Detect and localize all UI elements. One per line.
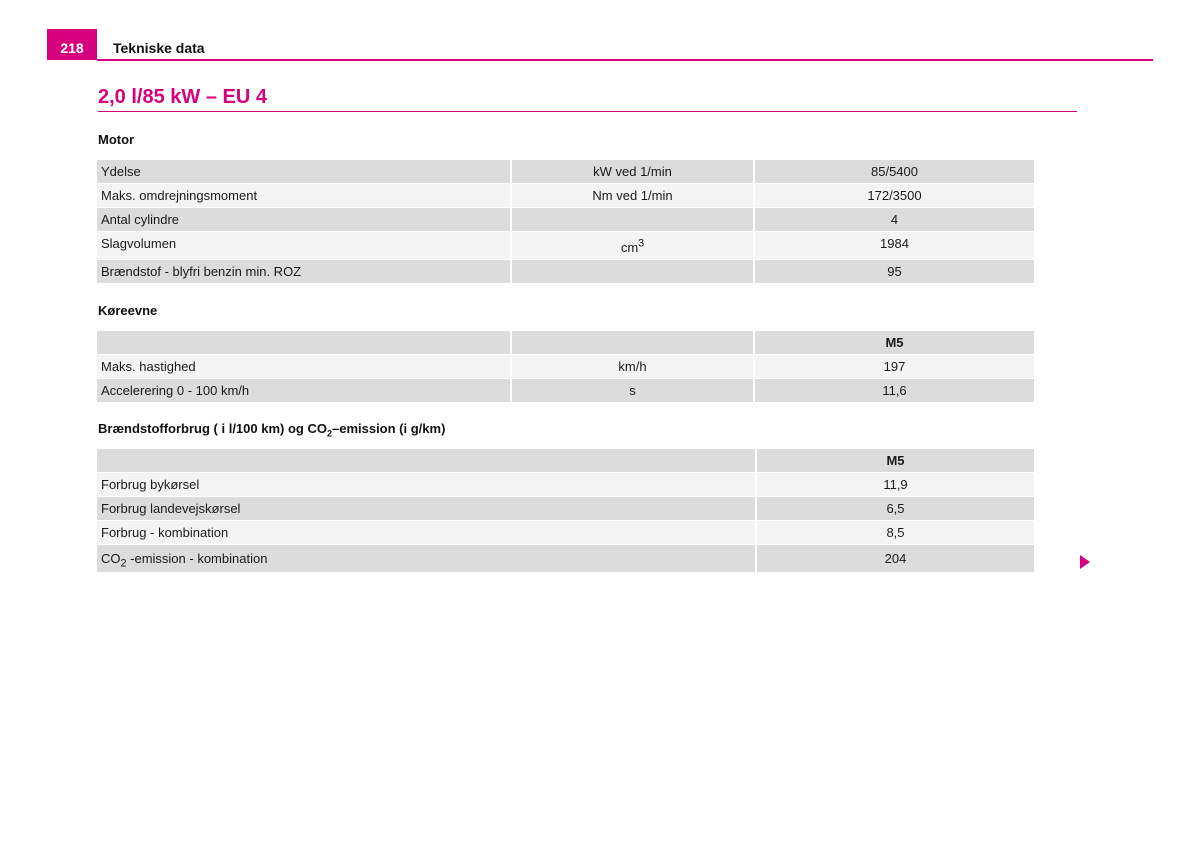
fuel-heading [98, 421, 446, 439]
row-label: Maks. omdrejningsmoment [97, 184, 512, 208]
row-value: 8,5 [757, 521, 1034, 545]
row-value: 6,5 [757, 497, 1034, 521]
row-value: 95 [755, 260, 1034, 284]
row-label: Ydelse [97, 160, 512, 184]
header-divider [97, 59, 1153, 61]
motor-heading: Motor [98, 132, 135, 147]
fuel-heading-pre: Brændstofforbrug ( i l/100 km) og CO [98, 421, 327, 436]
fuel-table [97, 449, 1034, 573]
section-title: 2,0 l/85 kW – EU 4 [98, 86, 267, 108]
table-row [97, 473, 1034, 497]
row-label: Forbrug landevejskørsel [97, 497, 757, 521]
table-row [97, 260, 1034, 284]
row-label: Accelerering 0 - 100 km/h [97, 379, 512, 403]
table-row [97, 184, 1034, 208]
unit-base: cm [620, 240, 639, 255]
table-row [97, 545, 1034, 573]
row-label: Brændstof - blyfri benzin min. ROZ [97, 260, 512, 284]
row-value: 85/5400 [755, 160, 1034, 184]
label-pre: CO [101, 551, 121, 566]
row-label: Maks. hastighed [97, 355, 512, 379]
row-label: Slagvolumen [97, 232, 512, 260]
row-value: 11,6 [755, 379, 1034, 403]
table-header-row [97, 449, 1034, 473]
page-number: 218 [47, 29, 97, 60]
row-unit [512, 260, 755, 284]
row-label: Antal cylindre [97, 208, 512, 232]
performance-heading: Køreevne [98, 303, 158, 318]
row-value: 204 [757, 545, 1034, 573]
row-unit: s [512, 379, 755, 403]
column-header: M5 [757, 449, 1034, 473]
row-label: Forbrug bykørsel [97, 473, 757, 497]
row-unit [512, 208, 755, 232]
row-value: 1984 [755, 232, 1034, 260]
header-cell-empty [97, 331, 512, 355]
table-row [97, 521, 1034, 545]
section-divider [98, 111, 1077, 112]
chapter-title: Tekniske data [113, 40, 205, 56]
header-cell-empty [97, 449, 757, 473]
row-label: Forbrug - kombination [97, 521, 757, 545]
header-cell-empty [512, 331, 755, 355]
label-sub: 2 [120, 557, 127, 570]
column-header: M5 [755, 331, 1034, 355]
row-value: 11,9 [757, 473, 1034, 497]
table-row [97, 208, 1034, 232]
row-value: 197 [755, 355, 1034, 379]
performance-table [97, 331, 1034, 403]
table-row [97, 379, 1034, 403]
row-label [97, 545, 757, 573]
row-unit: km/h [512, 355, 755, 379]
motor-table [97, 160, 1034, 284]
row-unit [512, 232, 755, 260]
table-row [97, 497, 1034, 521]
table-row [97, 355, 1034, 379]
label-post: -emission - kombination [126, 551, 268, 566]
fuel-heading-post: –emission (i g/km) [331, 421, 446, 436]
table-header-row [97, 331, 1034, 355]
row-value: 4 [755, 208, 1034, 232]
row-value: 172/3500 [755, 184, 1034, 208]
row-unit: Nm ved 1/min [512, 184, 755, 208]
unit-superscript: 3 [638, 237, 645, 250]
fuel-heading-sub: 2 [326, 428, 332, 439]
triangle-right-icon [1080, 555, 1090, 569]
table-row [97, 232, 1034, 260]
table-row [97, 160, 1034, 184]
row-unit: kW ved 1/min [512, 160, 755, 184]
